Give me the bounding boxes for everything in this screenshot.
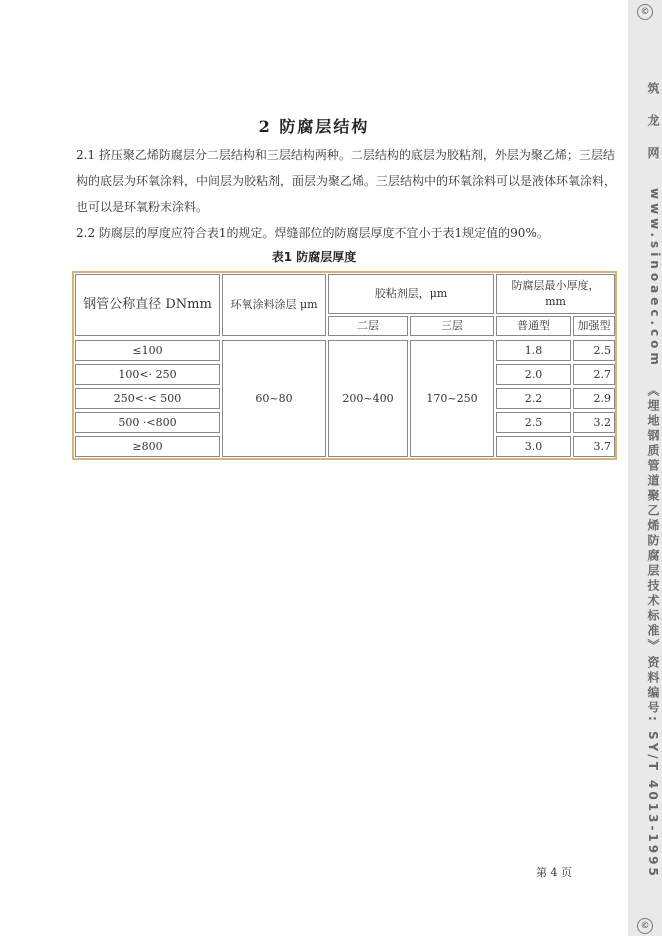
header-dn: 钢管公称直径 DNmm (75, 274, 220, 336)
row-reinforced: 2.5 (573, 340, 615, 361)
header-normal: 普通型 (496, 316, 571, 336)
merged-adhesive-two-value: 200~400 (328, 340, 408, 457)
row-reinforced: 3.7 (573, 436, 615, 457)
row-dn: 100<· 250 (75, 364, 220, 385)
table-caption: 表1 防腐层厚度 (271, 250, 357, 264)
row-reinforced: 2.7 (573, 364, 615, 385)
row-normal: 3.0 (496, 436, 571, 457)
copyright-mark-bottom: © (637, 918, 653, 934)
row-reinforced: 3.2 (573, 412, 615, 433)
merged-epoxy-value: 60~80 (222, 340, 326, 457)
header-epoxy: 环氧涂料涂层 μm (222, 274, 326, 336)
paragraph-2-2: 2.2 防腐层的厚度应符合表1的规定。焊缝部位的防腐层厚度不宜小于表1规定值的90%。 (76, 226, 549, 240)
row-dn: ≥800 (75, 436, 220, 457)
page-number: 第 4 页 (536, 866, 572, 879)
section-title: 2 防腐层结构 (258, 117, 370, 136)
row-dn: 250<·< 500 (75, 388, 220, 409)
row-normal: 2.0 (496, 364, 571, 385)
sidebar-document-code: 资料编号: SY/T 4013-1995 (646, 656, 660, 879)
sidebar-url: www.sinoaec.com (648, 188, 662, 369)
row-reinforced: 2.9 (573, 388, 615, 409)
sidebar-site-name: 筑 龙 网 (646, 82, 660, 167)
sidebar-document-title: 《埋地钢质管道聚乙烯防腐层技术标准》 (646, 384, 660, 654)
watermark-sidebar (628, 0, 662, 936)
row-dn: 500 ·<800 (75, 412, 220, 433)
header-reinforced: 加强型 (573, 316, 615, 336)
merged-adhesive-three-value: 170~250 (410, 340, 494, 457)
paragraph-2-1: 2.1 挤压聚乙烯防腐层分二层结构和三层结构两种。二层结构的底层为胶粘剂，外层为聚乙烯；三层结构的底层为环氧涂料，中间层为胶粘剂，面层为聚乙烯。三层结构中的环氧涂料可以是液体环氧涂料，也可以是环氧粉末涂料。 (76, 148, 617, 214)
row-normal: 2.2 (496, 388, 571, 409)
header-min-thickness: 防腐层最小厚度，mm (496, 274, 615, 314)
sidebar-text-group (628, 0, 662, 936)
header-adhesive-two: 二层 (328, 316, 408, 336)
header-adhesive-three: 三层 (410, 316, 494, 336)
copyright-mark-top: © (637, 4, 653, 20)
row-normal: 1.8 (496, 340, 571, 361)
header-adhesive: 胶粘剂层，μm (328, 274, 494, 314)
thickness-table (72, 271, 617, 460)
row-normal: 2.5 (496, 412, 571, 433)
row-dn: ≤100 (75, 340, 220, 361)
